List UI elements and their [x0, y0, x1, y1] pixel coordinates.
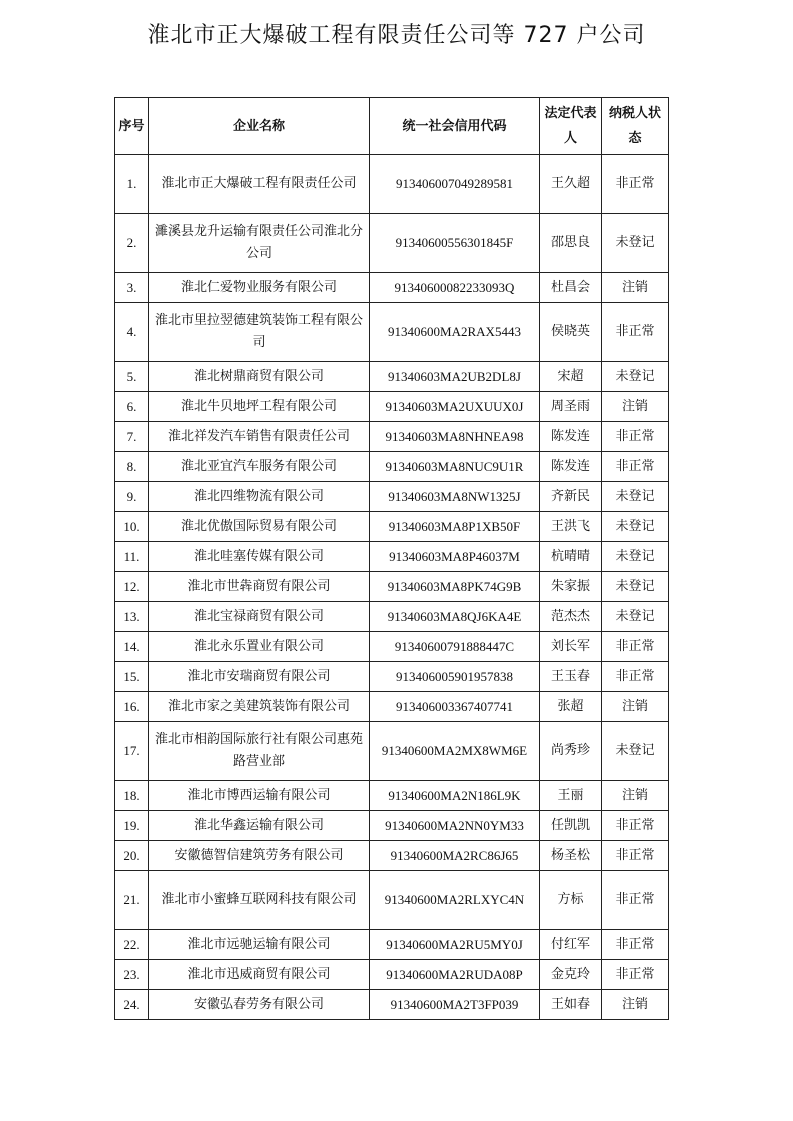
row-seq: 6.	[115, 392, 149, 422]
row-taxpayer-status: 非正常	[602, 930, 669, 960]
row-credit-code: 91340600MA2RUDA08P	[370, 960, 540, 990]
row-company-name: 淮北华鑫运输有限公司	[149, 811, 370, 841]
row-credit-code: 91340603MA8NW1325J	[370, 482, 540, 512]
row-legal-rep: 任凯凯	[540, 811, 602, 841]
row-seq: 17.	[115, 722, 149, 781]
row-taxpayer-status: 注销	[602, 392, 669, 422]
row-taxpayer-status: 注销	[602, 273, 669, 303]
row-seq: 11.	[115, 542, 149, 572]
table-row	[115, 692, 669, 722]
row-seq: 1.	[115, 155, 149, 214]
row-credit-code: 91340600MA2MX8WM6E	[370, 722, 540, 781]
row-taxpayer-status: 注销	[602, 781, 669, 811]
row-company-name: 淮北祥发汽车销售有限责任公司	[149, 422, 370, 452]
table-row	[115, 422, 669, 452]
row-company-name: 淮北市世犇商贸有限公司	[149, 572, 370, 602]
table-row	[115, 871, 669, 930]
row-taxpayer-status: 非正常	[602, 662, 669, 692]
row-legal-rep: 邵思良	[540, 214, 602, 273]
row-seq: 14.	[115, 632, 149, 662]
row-credit-code: 91340600MA2RAX5443	[370, 303, 540, 362]
table-row	[115, 990, 669, 1020]
row-taxpayer-status: 未登记	[602, 362, 669, 392]
row-legal-rep: 王洪飞	[540, 512, 602, 542]
row-credit-code: 91340600MA2T3FP039	[370, 990, 540, 1020]
row-seq: 22.	[115, 930, 149, 960]
row-seq: 5.	[115, 362, 149, 392]
row-company-name: 淮北市博西运输有限公司	[149, 781, 370, 811]
row-credit-code: 913406003367407741	[370, 692, 540, 722]
row-company-name: 淮北市小蜜蜂互联网科技有限公司	[149, 871, 370, 930]
table-row	[115, 482, 669, 512]
row-credit-code: 91340600MA2N186L9K	[370, 781, 540, 811]
table-header-row	[115, 98, 669, 155]
table-row	[115, 303, 669, 362]
row-seq: 23.	[115, 960, 149, 990]
header-seq: 序号	[115, 98, 149, 155]
row-seq: 3.	[115, 273, 149, 303]
row-legal-rep: 王玉春	[540, 662, 602, 692]
row-legal-rep: 陈发连	[540, 422, 602, 452]
row-company-name: 淮北树鼎商贸有限公司	[149, 362, 370, 392]
row-legal-rep: 杜昌会	[540, 273, 602, 303]
row-seq: 13.	[115, 602, 149, 632]
table-row	[115, 602, 669, 632]
row-legal-rep: 杨圣松	[540, 841, 602, 871]
row-taxpayer-status: 未登记	[602, 602, 669, 632]
row-legal-rep: 杭晴晴	[540, 542, 602, 572]
table-row	[115, 362, 669, 392]
row-taxpayer-status: 未登记	[602, 214, 669, 273]
row-company-name: 淮北市相韵国际旅行社有限公司惠苑路营业部	[149, 722, 370, 781]
row-legal-rep: 方标	[540, 871, 602, 930]
row-taxpayer-status: 注销	[602, 692, 669, 722]
row-seq: 16.	[115, 692, 149, 722]
row-seq: 18.	[115, 781, 149, 811]
row-credit-code: 91340603MA8P46037M	[370, 542, 540, 572]
row-credit-code: 91340600791888447C	[370, 632, 540, 662]
table-row	[115, 572, 669, 602]
row-legal-rep: 付红军	[540, 930, 602, 960]
header-name: 企业名称	[149, 98, 370, 155]
row-company-name: 淮北哇塞传媒有限公司	[149, 542, 370, 572]
row-credit-code: 91340603MA2UB2DL8J	[370, 362, 540, 392]
table-row	[115, 273, 669, 303]
table-row	[115, 841, 669, 871]
document-title: 淮北市正大爆破工程有限责任公司等 727 户公司	[147, 23, 646, 48]
row-taxpayer-status: 非正常	[602, 303, 669, 362]
row-credit-code: 91340600MA2RLXYC4N	[370, 871, 540, 930]
row-legal-rep: 侯晓英	[540, 303, 602, 362]
row-credit-code: 91340600MA2NN0YM33	[370, 811, 540, 841]
row-company-name: 淮北市正大爆破工程有限责任公司	[149, 155, 370, 214]
row-legal-rep: 金克玲	[540, 960, 602, 990]
row-credit-code: 91340603MA8NUC9U1R	[370, 452, 540, 482]
row-credit-code: 91340603MA8P1XB50F	[370, 512, 540, 542]
row-taxpayer-status: 未登记	[602, 722, 669, 781]
row-seq: 20.	[115, 841, 149, 871]
row-taxpayer-status: 未登记	[602, 482, 669, 512]
table-row	[115, 512, 669, 542]
row-legal-rep: 王久超	[540, 155, 602, 214]
row-company-name: 淮北市迅威商贸有限公司	[149, 960, 370, 990]
table-row	[115, 811, 669, 841]
row-legal-rep: 朱家振	[540, 572, 602, 602]
row-legal-rep: 尚秀珍	[540, 722, 602, 781]
row-seq: 19.	[115, 811, 149, 841]
table-row	[115, 930, 669, 960]
row-company-name: 淮北市里拉翌德建筑装饰工程有限公司	[149, 303, 370, 362]
row-taxpayer-status: 非正常	[602, 632, 669, 662]
row-company-name: 淮北市安瑞商贸有限公司	[149, 662, 370, 692]
table-row	[115, 960, 669, 990]
row-seq: 10.	[115, 512, 149, 542]
row-taxpayer-status: 非正常	[602, 452, 669, 482]
row-seq: 15.	[115, 662, 149, 692]
row-seq: 21.	[115, 871, 149, 930]
row-legal-rep: 刘长军	[540, 632, 602, 662]
row-credit-code: 91340600082233093Q	[370, 273, 540, 303]
row-company-name: 淮北市家之美建筑装饰有限公司	[149, 692, 370, 722]
row-legal-rep: 宋超	[540, 362, 602, 392]
table-row	[115, 155, 669, 214]
company-status-table	[114, 97, 669, 1020]
row-legal-rep: 周圣雨	[540, 392, 602, 422]
row-seq: 7.	[115, 422, 149, 452]
table-row	[115, 662, 669, 692]
row-company-name: 淮北四维物流有限公司	[149, 482, 370, 512]
row-company-name: 淮北宝禄商贸有限公司	[149, 602, 370, 632]
row-credit-code: 91340603MA8QJ6KA4E	[370, 602, 540, 632]
row-legal-rep: 王丽	[540, 781, 602, 811]
row-credit-code: 91340600MA2RC86J65	[370, 841, 540, 871]
row-seq: 8.	[115, 452, 149, 482]
row-taxpayer-status: 未登记	[602, 542, 669, 572]
row-company-name: 淮北牛贝地坪工程有限公司	[149, 392, 370, 422]
row-taxpayer-status: 未登记	[602, 512, 669, 542]
table-body	[115, 155, 669, 1020]
row-taxpayer-status: 未登记	[602, 572, 669, 602]
header-status: 纳税人状态	[602, 98, 669, 155]
row-legal-rep: 张超	[540, 692, 602, 722]
row-legal-rep: 齐新民	[540, 482, 602, 512]
row-legal-rep: 范杰杰	[540, 602, 602, 632]
row-company-name: 淮北仁爱物业服务有限公司	[149, 273, 370, 303]
row-taxpayer-status: 非正常	[602, 811, 669, 841]
row-credit-code: 91340600MA2RU5MY0J	[370, 930, 540, 960]
row-company-name: 淮北优傲国际贸易有限公司	[149, 512, 370, 542]
row-company-name: 淮北市远驰运输有限公司	[149, 930, 370, 960]
row-seq: 2.	[115, 214, 149, 273]
row-credit-code: 91340603MA2UXUUX0J	[370, 392, 540, 422]
table-row	[115, 722, 669, 781]
row-taxpayer-status: 非正常	[602, 841, 669, 871]
table-row	[115, 542, 669, 572]
row-legal-rep: 陈发连	[540, 452, 602, 482]
row-taxpayer-status: 非正常	[602, 960, 669, 990]
row-taxpayer-status: 非正常	[602, 422, 669, 452]
row-credit-code: 91340603MA8PK74G9B	[370, 572, 540, 602]
row-company-name: 濉溪县龙升运输有限责任公司淮北分公司	[149, 214, 370, 273]
row-company-name: 安徽德智信建筑劳务有限公司	[149, 841, 370, 871]
table-row	[115, 632, 669, 662]
row-seq: 9.	[115, 482, 149, 512]
header-rep: 法定代表人	[540, 98, 602, 155]
row-taxpayer-status: 注销	[602, 990, 669, 1020]
table-row	[115, 392, 669, 422]
row-seq: 12.	[115, 572, 149, 602]
row-credit-code: 91340600556301845F	[370, 214, 540, 273]
row-company-name: 安徽弘春劳务有限公司	[149, 990, 370, 1020]
row-legal-rep: 王如春	[540, 990, 602, 1020]
row-taxpayer-status: 非正常	[602, 871, 669, 930]
row-credit-code: 913406007049289581	[370, 155, 540, 214]
row-credit-code: 913406005901957838	[370, 662, 540, 692]
row-company-name: 淮北亚宜汽车服务有限公司	[149, 452, 370, 482]
table-row	[115, 214, 669, 273]
header-code: 统一社会信用代码	[370, 98, 540, 155]
row-seq: 24.	[115, 990, 149, 1020]
row-company-name: 淮北永乐置业有限公司	[149, 632, 370, 662]
row-taxpayer-status: 非正常	[602, 155, 669, 214]
row-seq: 4.	[115, 303, 149, 362]
table-row	[115, 781, 669, 811]
row-credit-code: 91340603MA8NHNEA98	[370, 422, 540, 452]
table-row	[115, 452, 669, 482]
